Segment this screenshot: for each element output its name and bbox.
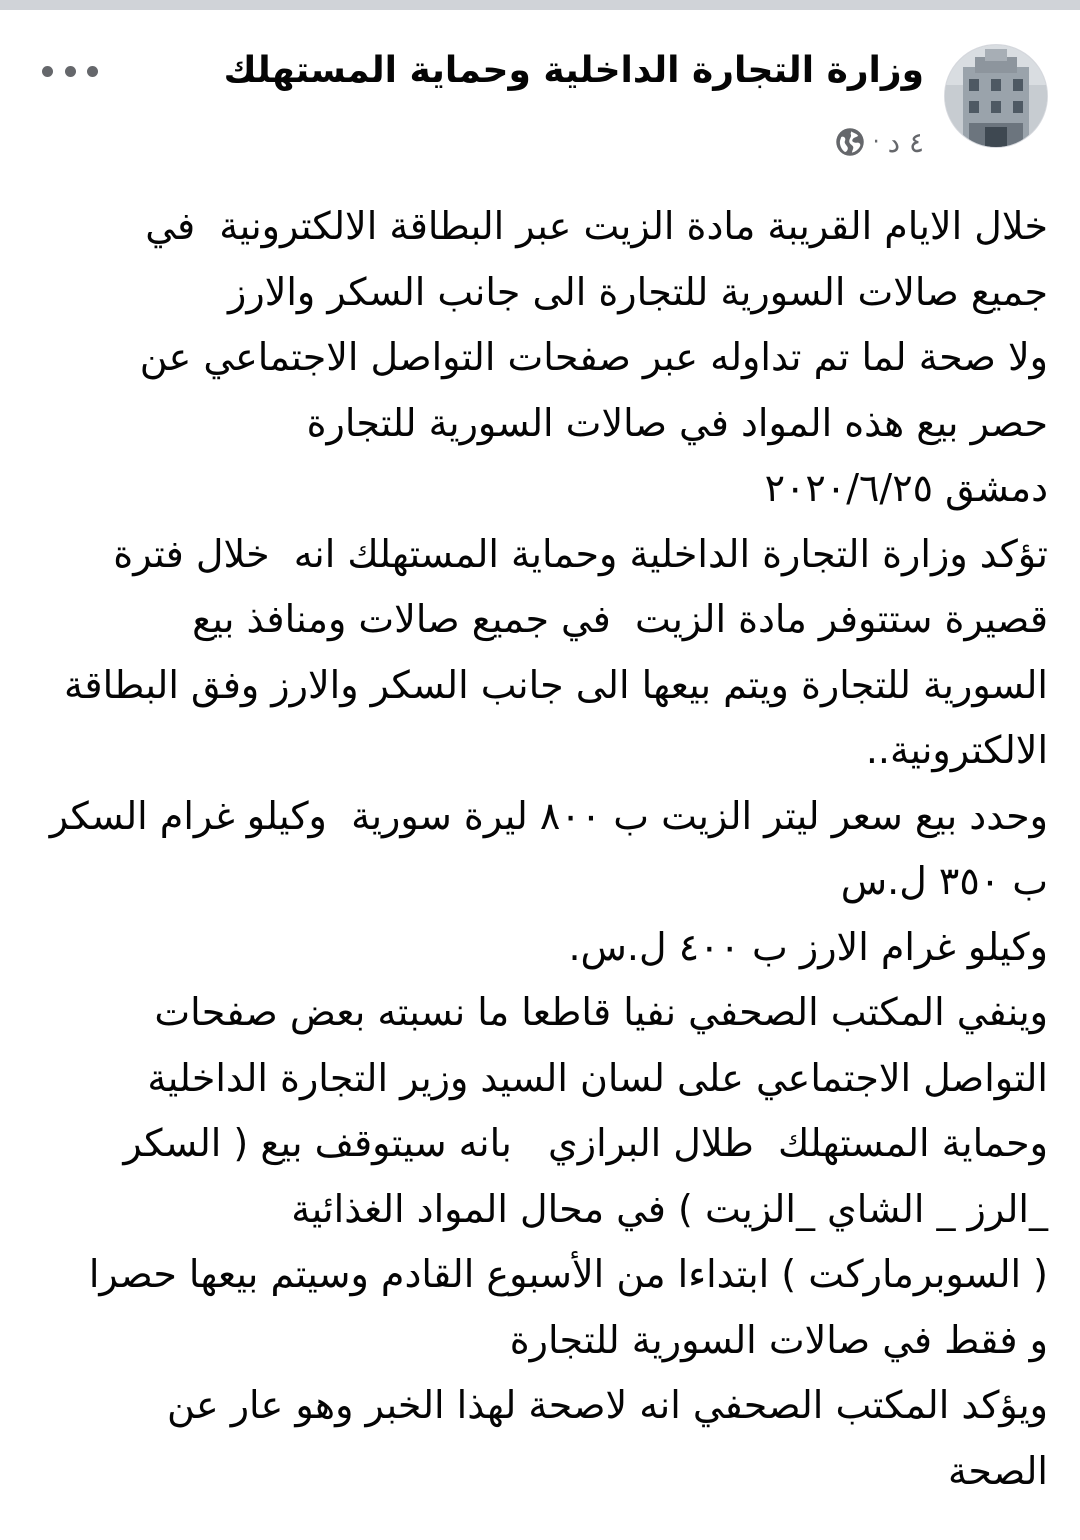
post-line: الالكترونية.. — [865, 728, 1048, 772]
post-timestamp[interactable]: ٤ د — [887, 125, 924, 159]
post-line: وحدد بيع سعر ليتر الزيت ب ٨٠٠ ليرة سورية وكيلو غرام السكر — [49, 793, 1048, 838]
post-text — [18, 194, 1048, 1504]
meta-separator: · — [872, 129, 880, 155]
post-line: _الرز _ الشاي _الزيت ) في محال المواد الغذائية — [291, 1186, 1048, 1231]
post-line: ( السوبرماركت ) ابتداءا من الأسبوع القادم وسيتم بيعها حصرا — [88, 1252, 1048, 1296]
post-line: وينفي المكتب الصحفي نفيا قاطعا ما نسبته بعض صفحات — [154, 990, 1048, 1034]
post-line: السورية للتجارة ويتم بيعها الى جانب السكر والارز وفق البطاقة — [64, 662, 1048, 707]
post-line: خلال الايام القريبة مادة الزيت عبر البطاقة الالكترونية في — [145, 204, 1048, 248]
post-line: حصر بيع هذه المواد في صالات السورية للتجارة — [306, 400, 1048, 445]
post-line: التواصل الاجتماعي على لسان السيد وزير التجارة الداخلية — [147, 1055, 1048, 1100]
post-line: ب ٣٥٠ ل.س — [840, 859, 1048, 903]
page-name[interactable]: وزارة التجارة الداخلية وحماية المستهلك — [223, 50, 924, 91]
post-line: الصحة — [948, 1448, 1048, 1493]
page-avatar[interactable] — [944, 44, 1048, 148]
top-divider — [0, 0, 1080, 10]
post-line: جميع صالات السورية للتجارة الى جانب السكر والارز — [228, 269, 1048, 314]
more-options-button[interactable] — [42, 56, 98, 86]
post-header — [0, 10, 1080, 180]
post-line: قصيرة ستتوفر مادة الزيت في جميع صالات ومنافذ بيع — [192, 597, 1048, 641]
post-line: ولا صحة لما تم تداوله عبر صفحات التواصل الاجتماعي عن — [139, 335, 1048, 379]
post-line: وكيلو غرام الارز ب ٤٠٠ ل.س. — [568, 924, 1048, 969]
post-line: وحماية المستهلك طلال البرازي بانه سيتوقف بيع ( السكر — [123, 1121, 1048, 1165]
more-options-icon — [87, 66, 98, 77]
building-image-icon — [945, 45, 1047, 147]
post-line: ويؤكد المكتب الصحفي انه لاصحة لهذا الخبر وهو عار عن — [167, 1383, 1048, 1427]
post-line: و فقط في صالات السورية للتجارة — [509, 1317, 1048, 1362]
more-options-icon — [65, 66, 76, 77]
post-line: تؤكد وزارة التجارة الداخلية وحماية المستهلك انه خلال فترة — [113, 531, 1048, 576]
post-line: دمشق ٢٠٢٠/٦/٢٥ — [764, 466, 1048, 510]
more-options-icon — [42, 66, 53, 77]
globe-icon[interactable] — [835, 127, 865, 157]
post-meta — [835, 124, 924, 160]
